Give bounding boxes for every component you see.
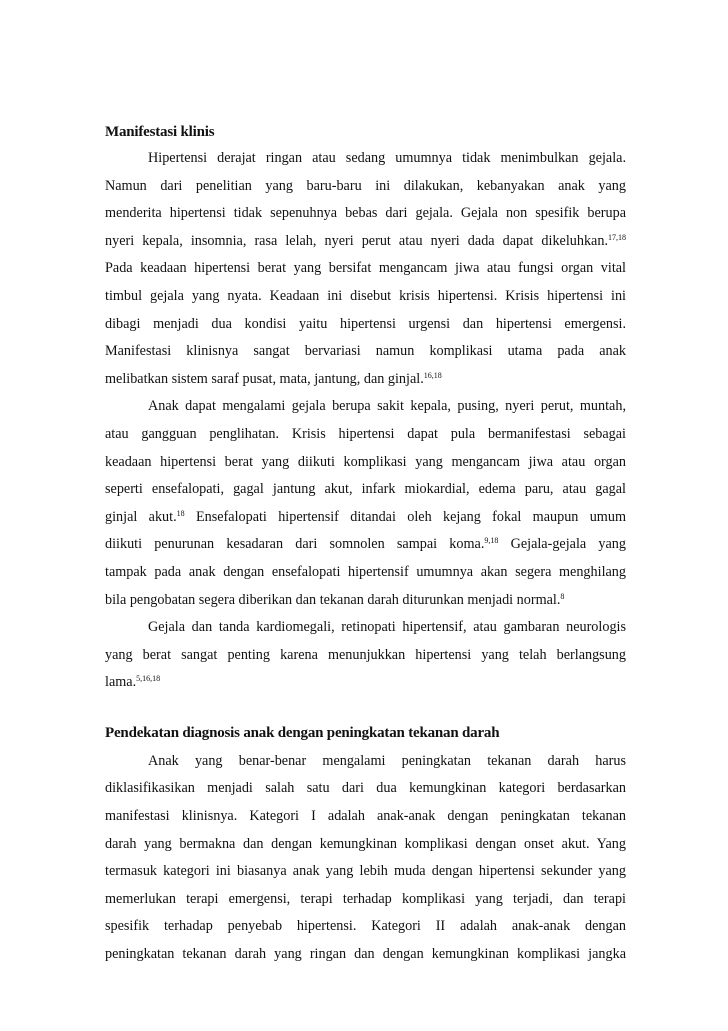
text-line <box>105 831 626 859</box>
line-text: Gejala dan tanda kardiomegali, retinopati hipertensif, atau gambaran neurologis <box>148 619 626 636</box>
text-line <box>105 504 626 532</box>
paragraph <box>105 393 626 614</box>
line-text: Pada keadaan hipertensi berat yang bersifat mengancam jiwa atau fungsi organ vital <box>105 260 626 277</box>
text-line <box>105 145 626 173</box>
citation-superscript: 8 <box>560 591 565 601</box>
line-text: Hipertensi derajat ringan atau sedang umumnya tidak menimbulkan gejala. <box>148 150 626 166</box>
section-heading-pendekatan-diagnosis: Pendekatan diagnosis anak dengan peningkatan tekanan darah <box>105 724 500 741</box>
paragraph <box>105 145 626 393</box>
line-text: diikuti penurunan kesadaran dari somnolen sampai koma. <box>105 536 485 553</box>
text-line <box>105 255 626 283</box>
line-text: menderita hipertensi tidak sepenuhnya bebas dari gejala. Gejala non spesifik berupa <box>105 205 626 222</box>
section-heading-manifestasi-klinis: Manifestasi klinis <box>105 124 215 140</box>
line-text: melibatkan sistem saraf pusat, mata, jantung, dan ginjal. <box>105 370 424 387</box>
line-text: Manifestasi klinisnya sangat bervariasi namun komplikasi utama pada anak <box>105 343 626 360</box>
document-body <box>105 121 626 969</box>
text-line <box>105 393 626 421</box>
text-line <box>105 913 626 941</box>
citation-superscript: 16,18 <box>423 370 442 380</box>
line-text-continued: Gejala-gejala yang <box>498 536 626 553</box>
text-line <box>105 531 626 559</box>
line-text: ginjal akut. <box>105 508 177 525</box>
paragraph <box>105 748 626 969</box>
text-line <box>105 173 626 201</box>
text-line <box>105 803 626 831</box>
line-text: manifestasi klinisnya. Kategori I adalah anak-anak dengan peningkatan tekanan <box>105 808 626 825</box>
line-text: timbul gejala yang nyata. Keadaan ini disebut krisis hipertensi. Krisis hipertensi ini <box>105 287 626 304</box>
text-line <box>105 642 626 670</box>
text-line <box>105 228 626 256</box>
line-text: darah yang bermakna dan dengan kemungkinan komplikasi dengan onset akut. Yang <box>105 835 626 852</box>
text-line <box>105 421 626 449</box>
text-line <box>105 283 626 311</box>
citation-superscript: 17,18 <box>608 232 626 242</box>
line-text: bila pengobatan segera diberikan dan tekanan darah diturunkan menjadi normal. <box>105 591 561 608</box>
line-text: nyeri kepala, insomnia, rasa lelah, nyeri perut atau nyeri dada dapat dikeluhkan. <box>105 232 608 249</box>
line-text: memerlukan terapi emergensi, terapi terhadap komplikasi yang terjadi, dan terapi <box>105 890 626 907</box>
paragraph <box>105 614 626 697</box>
text-line <box>105 858 626 886</box>
text-line <box>105 748 626 776</box>
text-line <box>105 449 626 477</box>
section-manifestasi-klinis-body <box>105 145 626 697</box>
citation-superscript: 9,18 <box>484 536 499 546</box>
line-text: Anak dapat mengalami gejala berupa sakit kepala, pusing, nyeri perut, muntah, <box>148 398 626 415</box>
text-line <box>105 338 626 366</box>
text-line <box>105 669 626 697</box>
text-line <box>105 587 626 615</box>
section-pendekatan-diagnosis-body <box>105 748 626 969</box>
line-text: dibagi menjadi dua kondisi yaitu hipertensi urgensi dan hipertensi emergensi. <box>105 315 626 332</box>
text-line <box>105 476 626 504</box>
text-line <box>105 200 626 228</box>
citation-superscript: 5,16,18 <box>136 674 161 684</box>
text-line <box>105 775 626 803</box>
line-text: tampak pada anak dengan ensefalopati hipertensif umumnya akan segera menghilang <box>105 563 626 580</box>
line-text: spesifik terhadap penyebab hipertensi. Kategori II adalah anak-anak dengan <box>105 918 626 935</box>
line-text: peningkatan tekanan darah yang ringan dan dengan kemungkinan komplikasi jangka <box>105 946 626 963</box>
citation-superscript: 18 <box>176 508 185 518</box>
line-text: Anak yang benar-benar mengalami peningkatan tekanan darah harus <box>148 752 626 769</box>
line-text-continued: Ensefalopati hipertensif ditandai oleh kejang fokal maupun umum <box>184 508 626 525</box>
text-line <box>105 614 626 642</box>
line-text: atau gangguan penglihatan. Krisis hipertensi dapat pula bermanifestasi sebagai <box>105 425 626 442</box>
line-text: termasuk kategori ini biasanya anak yang lebih muda dengan hipertensi sekunder yang <box>105 863 626 880</box>
text-line <box>105 311 626 339</box>
line-text: yang berat sangat penting karena menunjukkan hipertensi yang telah berlangsung <box>105 646 626 663</box>
line-text: diklasifikasikan menjadi salah satu dari dua kemungkinan kategori berdasarkan <box>105 780 626 797</box>
line-text: Namun dari penelitian yang baru-baru ini dilakukan, kebanyakan anak yang <box>105 177 626 194</box>
line-text: keadaan hipertensi berat yang diikuti komplikasi yang mengancam jiwa atau organ <box>105 453 626 470</box>
line-text: lama. <box>105 674 137 691</box>
text-line <box>105 366 626 394</box>
text-line <box>105 941 626 969</box>
text-line <box>105 559 626 587</box>
text-line <box>105 886 626 914</box>
line-text: seperti ensefalopati, gagal jantung akut, infark miokardial, edema paru, atau gagal <box>105 481 626 498</box>
